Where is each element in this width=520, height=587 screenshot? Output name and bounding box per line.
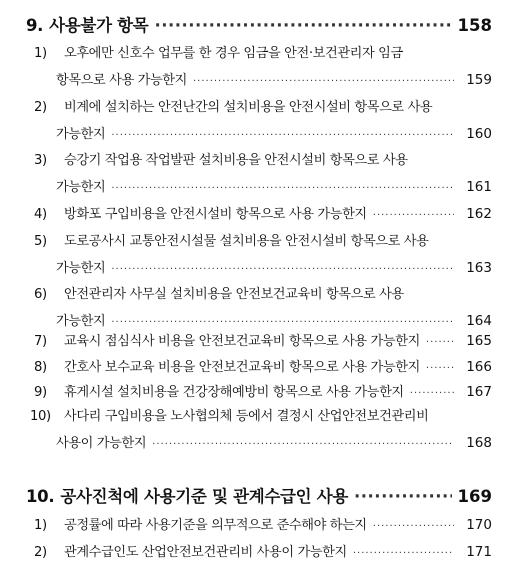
entry-number: 4) (34, 207, 47, 222)
entry-number: 1) (34, 46, 47, 61)
entry-title: 간호사 보수교육 비용을 안전보건교육비 항목으로 사용 가능한지 (64, 360, 420, 375)
entry-number: 8) (34, 360, 47, 375)
section-title: 사용불가 항목 (49, 16, 149, 35)
dot-leader (152, 439, 454, 450)
entry-page-number: 165 (466, 333, 492, 349)
entry-title-line2: 사용이 가능한지 (56, 436, 147, 451)
entry-number: 7) (34, 334, 47, 349)
entry-title: 공정률에 따라 사용기준을 의무적으로 준수해야 하는지 (64, 518, 367, 533)
entry-page-number: 160 (466, 126, 492, 142)
dot-leader (426, 363, 454, 374)
dot-leader (111, 183, 454, 194)
entry-title-line1: 사다리 구입비용을 노사협의체 등에서 결정시 산업안전보건관리비 (64, 409, 429, 424)
toc-entry-9-10 (26, 405, 492, 453)
section-page-number: 158 (457, 16, 492, 35)
entry-title-line1: 오후에만 신호수 업무를 한 경우 임금을 안전·보건관리자 임금 (64, 46, 403, 61)
entry-page-number: 168 (466, 435, 492, 451)
entry-title: 교육시 점심식사 비용을 안전보건교육비 항목으로 사용 가능한지 (64, 334, 420, 349)
entry-page-number: 171 (466, 544, 492, 560)
section-number: 9. (26, 16, 44, 35)
toc-entry-9-5 (26, 230, 492, 278)
entry-title-line1: 승강기 작업용 작업발판 설치비용을 안전시설비 항목으로 사용 (64, 153, 408, 168)
entry-title-line2: 가능한지 (56, 180, 106, 195)
dot-leader (193, 76, 454, 87)
toc-entry-9-4 (26, 203, 492, 224)
entry-page-number: 163 (466, 260, 492, 276)
entry-title: 휴게시설 설치비용을 건강장해예방비 항목으로 사용 가능한지 (64, 385, 404, 400)
entry-title-line1: 비계에 설치하는 안전난간의 설치비용을 안전시설비 항목으로 사용 (64, 100, 433, 115)
entry-page-number: 161 (466, 179, 492, 195)
entry-page-number: 159 (466, 72, 492, 88)
dot-leader (373, 210, 454, 221)
entry-page-number: 167 (466, 384, 492, 400)
entry-number: 5) (34, 234, 47, 249)
entry-page-number: 170 (466, 517, 492, 533)
dot-leader (111, 264, 454, 275)
entry-number: 3) (34, 153, 47, 168)
section-page-number: 169 (457, 487, 492, 506)
entry-page-number: 166 (466, 359, 492, 375)
section-heading-10 (26, 483, 492, 507)
entry-title-line2: 항목으로 사용 가능한지 (56, 73, 187, 88)
toc-entry-9-6 (26, 283, 492, 331)
entry-page-number: 164 (466, 313, 492, 329)
toc-entry-9-7 (26, 330, 492, 351)
toc-entry-9-1 (26, 42, 492, 90)
entry-title: 관계수급인도 산업안전보건관리비 사용이 가능한지 (64, 545, 347, 560)
entry-title-line2: 가능한지 (56, 314, 106, 329)
section-title: 공사진척에 사용기준 및 관계수급인 사용 (60, 487, 348, 506)
entry-number: 2) (34, 100, 47, 115)
toc-entry-9-2 (26, 96, 492, 144)
entry-page-number: 162 (466, 206, 492, 222)
toc-entry-10-1 (26, 514, 492, 535)
toc-entry-9-9 (26, 381, 492, 402)
entry-title-line2: 가능한지 (56, 261, 106, 276)
dot-leader (353, 548, 454, 559)
section-number: 10. (26, 487, 55, 506)
dot-leader (373, 521, 454, 532)
entry-title: 방화포 구입비용을 안전시설비 항목으로 사용 가능한지 (64, 207, 367, 222)
dot-leader (410, 388, 454, 399)
dot-leader (111, 317, 454, 328)
toc-entry-9-3 (26, 149, 492, 197)
dot-leader (354, 487, 452, 506)
toc-entry-10-2 (26, 541, 492, 562)
entry-number: 1) (34, 518, 47, 533)
dot-leader (426, 337, 454, 348)
entry-title-line1: 안전관리자 사무실 설치비용을 안전보건교육비 항목으로 사용 (64, 287, 404, 302)
entry-number: 6) (34, 287, 47, 302)
entry-title-line2: 가능한지 (56, 127, 106, 142)
section-heading-9 (26, 12, 492, 36)
entry-number: 2) (34, 545, 47, 560)
dot-leader (111, 130, 454, 141)
entry-number: 10) (30, 409, 51, 424)
entry-title-line1: 도로공사시 교통안전시설물 설치비용을 안전시설비 항목으로 사용 (64, 234, 429, 249)
dot-leader (154, 16, 451, 35)
toc-entry-9-8 (26, 356, 492, 377)
entry-number: 9) (34, 385, 47, 400)
